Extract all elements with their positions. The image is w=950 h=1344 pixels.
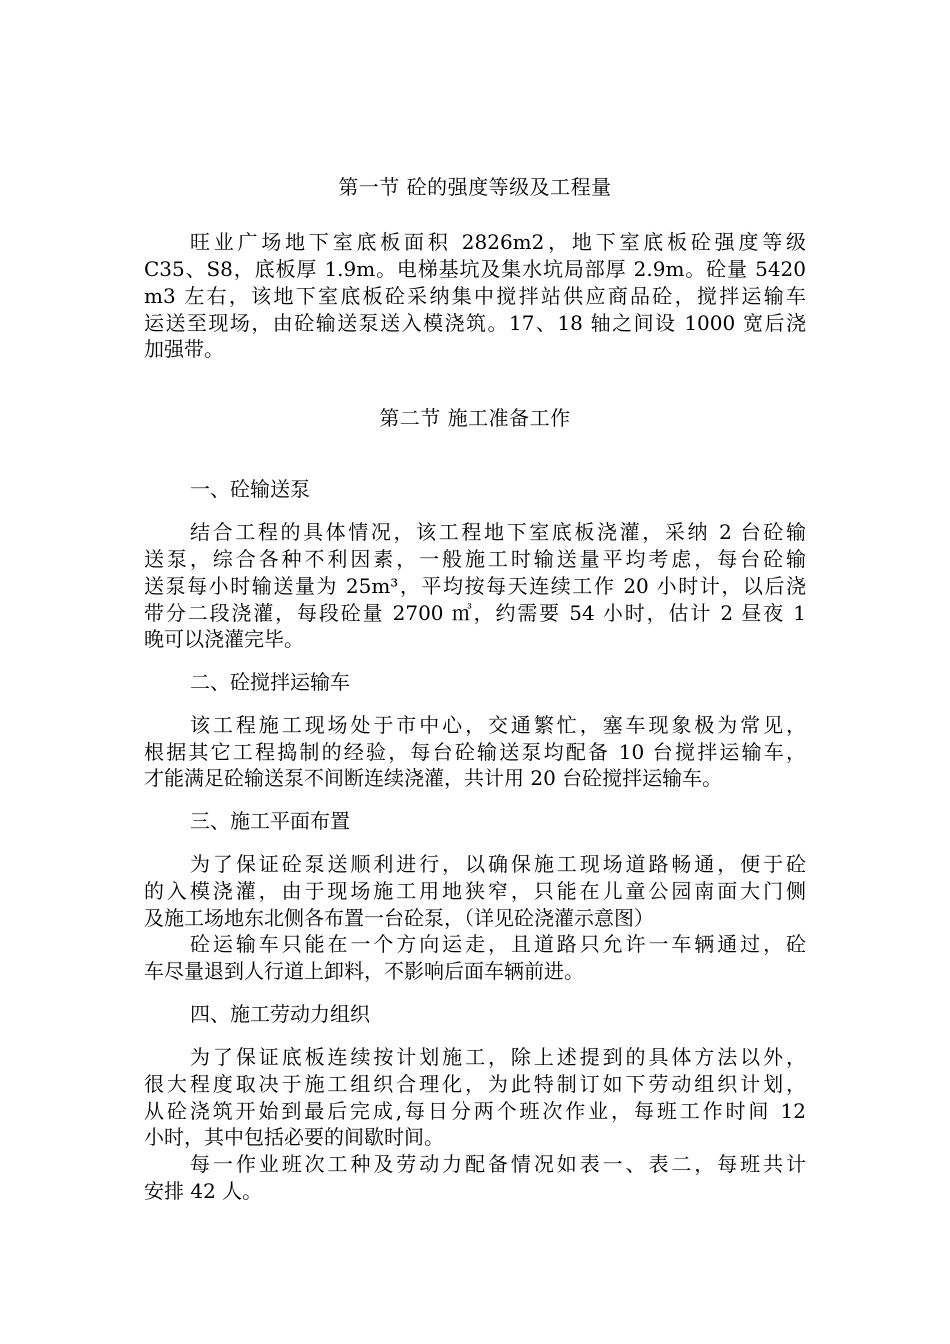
item-1-line-1: 结合工程的具体情况，该工程地下室底板浇灌，采纳 2 台砼输 [190,520,806,544]
item-4-line-2: 很大程度取决于施工组织合理化，为此特制订如下劳动组织计划， [144,1072,806,1096]
item-1-line-2: 送泵，综合各种不利因素，一般施工时输送量平均考虑，每台砼输 [144,547,806,571]
section-1-title: 第一节 砼的强度等级及工程量 [338,175,612,199]
item-4-line-3: 从砼浇筑开始到最后完成,每日分两个班次作业，每班工作时间 12 [144,1099,806,1123]
item-4-line-6: 安排 42 人。 [144,1179,263,1203]
item-3-line-4: 砼运输车只能在一个方向运走，且道路只允许一车辆通过，砼 [190,932,806,956]
item-1-line-5: 晚可以浇灌完毕。 [144,627,304,651]
section-1-line-5: 加强带。 [144,337,224,361]
item-1-line-4: 带分二段浇灌，每段砼量 2700 ㎥，约需要 54 小时，估计 2 昼夜 1 [144,601,806,625]
section-2-title: 第二节 施工准备工作 [379,406,571,430]
item-2-line-2: 根据其它工程捣制的经验，每台砼输送泵均配备 10 台搅拌运输车， [144,740,806,764]
item-3-heading: 三、施工平面布置 [190,809,350,833]
item-1-line-3: 送泵每小时输送量为 25m³，平均按每天连续工作 20 小时计，以后浇 [144,574,806,598]
item-4-heading: 四、施工劳动力组织 [190,1002,370,1026]
item-3-line-3: 及施工场地东北侧各布置一台砼泵，（详见砼浇灌示意图） [144,906,654,930]
section-1-line-4: 运送至现场，由砼输送泵送入模浇筑。17、18 轴之间设 1000 宽后浇 [144,311,806,335]
item-2-line-1: 该工程施工现场处于市中心，交通繁忙，塞车现象极为常见， [190,713,806,737]
item-1-heading: 一、砼输送泵 [190,477,310,501]
item-3-line-1: 为了保证砼泵送顺利进行，以确保施工现场道路畅通，便于砼 [190,852,806,876]
section-1-line-2: C35、S8，底板厚 1.9m。电梯基坑及集水坑局部厚 2.9m。砼量 5420 [144,257,806,281]
item-3-line-2: 的入模浇灌，由于现场施工用地狭窄，只能在儿童公园南面大门侧 [144,879,806,903]
item-2-line-3: 才能满足砼输送泵不间断连续浇灌，共计用 20 台砼搅拌运输车。 [144,766,723,790]
item-4-line-1: 为了保证底板连续按计划施工，除上述提到的具体方法以外， [190,1045,806,1069]
item-4-line-4: 小时，其中包括必要的间歇时间。 [144,1125,444,1149]
item-4-line-5: 每一作业班次工种及劳动力配备情况如表一、表二，每班共计 [190,1152,806,1176]
section-1-line-3: m3 左右，该地下室底板砼采纳集中搅拌站供应商品砼，搅拌运输车 [144,284,806,308]
section-1-line-1: 旺业广场地下室底板面积 2826m2，地下室底板砼强度等级 [190,230,806,254]
item-2-heading: 二、砼搅拌运输车 [190,670,350,694]
item-3-line-5: 车尽量退到人行道上卸料，不影响后面车辆前进。 [144,959,584,983]
